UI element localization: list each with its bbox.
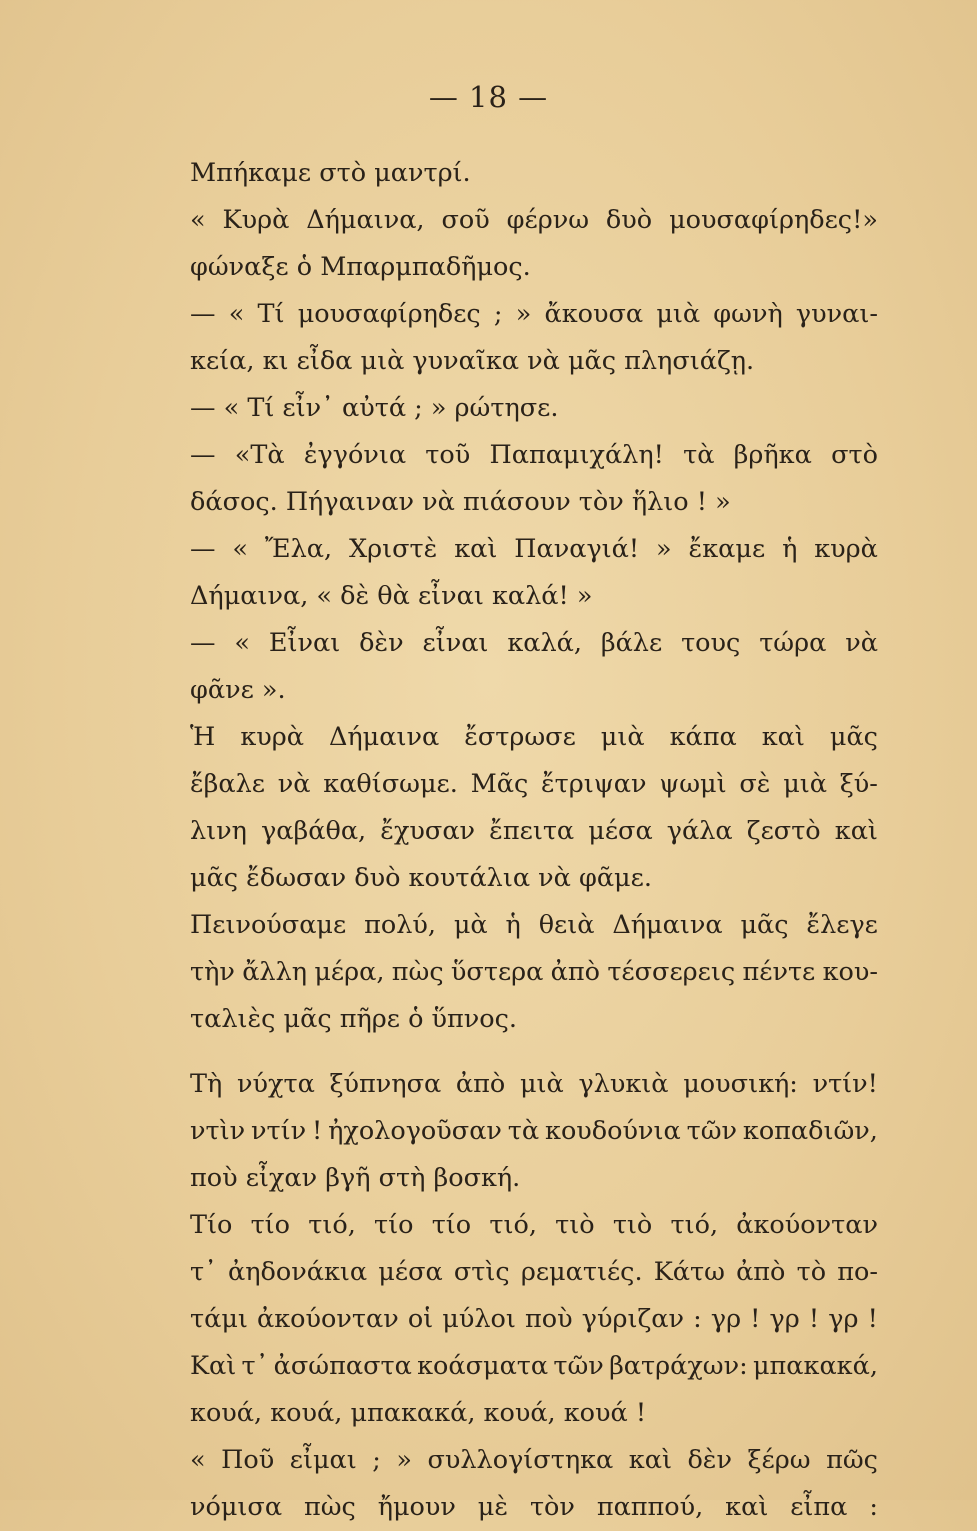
text-line: « Κυρὰ Δήμαινα, σοῦ φέρνω δυὸ μουσαφίρηδες!» xyxy=(190,205,878,235)
text-line: Τὴ νύχτα ξύπνησα ἀπὸ μιὰ γλυκιὰ μουσική: ντίν! xyxy=(190,1069,878,1099)
text-line: — « Τί μουσαφίρηδες ; » ἄκουσα μιὰ φωνὴ γυναι- xyxy=(190,299,878,329)
text-line: Ἡ κυρὰ Δήμαινα ἔστρωσε μιὰ κάπα καὶ μᾶς xyxy=(190,722,878,752)
text-line: ποὺ εἶχαν βγῆ στὴ βοσκή. xyxy=(190,1163,521,1193)
text-line: Καὶ τ᾽ ἀσώπαστα κοάσματα τῶν βατράχων: μπακακά, xyxy=(190,1351,878,1381)
page-number: — 18 — xyxy=(428,80,549,114)
text-line: — « Τί εἶν᾽ αὐτά ; » ρώτησε. xyxy=(190,393,559,423)
text-line: — «Τὰ ἐγγόνια τοῦ Παπαμιχάλη! τὰ βρῆκα στὸ xyxy=(190,440,878,470)
text-line: Πεινούσαμε πολύ, μὰ ἡ θειὰ Δήμαινα μᾶς ἔλεγε xyxy=(190,910,878,940)
text-line: « Ποῦ εἶμαι ; » συλλογίστηκα καὶ δὲν ξέρω πῶς xyxy=(190,1445,878,1475)
text-line: ἔβαλε νὰ καθίσωμε. Μᾶς ἔτριψαν ψωμὶ σὲ μιὰ ξύ- xyxy=(190,769,878,799)
text-line: δάσος. Πήγαιναν νὰ πιάσουν τὸν ἥλιο ! » xyxy=(190,487,731,517)
text-body xyxy=(190,150,878,1531)
text-line: Τίο τίο τιό, τίο τίο τιό, τιὸ τιὸ τιό, ἀκούονταν xyxy=(190,1210,878,1240)
text-line: μᾶς ἔδωσαν δυὸ κουτάλια νὰ φᾶμε. xyxy=(190,863,652,893)
text-line: φώναξε ὁ Μπαρμπαδῆμος. xyxy=(190,252,531,282)
text-line: κεία, κι εἶδα μιὰ γυναῖκα νὰ μᾶς πλησιάζῃ. xyxy=(190,346,755,376)
text-line: — « Εἶναι δὲν εἶναι καλά, βάλε τους τώρα νὰ xyxy=(190,628,878,658)
text-line: τ᾽ ἀηδονάκια μέσα στὶς ρεματιές. Κάτω ἀπὸ τὸ πο- xyxy=(190,1257,878,1287)
text-line: ντὶν ντίν ! ἠχολογοῦσαν τὰ κουδούνια τῶν κοπαδιῶν, xyxy=(190,1116,878,1146)
text-line: τάμι ἀκούονταν οἱ μύλοι ποὺ γύριζαν : γρ ! γρ ! γρ ! xyxy=(190,1304,878,1334)
text-line: Δήμαινα, « δὲ θὰ εἶναι καλά! » xyxy=(190,581,593,611)
text-line: λινη γαβάθα, ἔχυσαν ἔπειτα μέσα γάλα ζεστὸ καὶ xyxy=(190,816,878,846)
text-line: φᾶνε ». xyxy=(190,675,286,705)
text-line: κουά, κουά, μπακακά, κουά, κουά ! xyxy=(190,1398,647,1428)
text-line: — « Ἔλα, Χριστὲ καὶ Παναγιά! » ἔκαμε ἡ κυρὰ xyxy=(190,534,878,564)
text-line: ταλιὲς μᾶς πῆρε ὁ ὕπνος. xyxy=(190,1004,518,1034)
text-line: Μπήκαμε στὸ μαντρί. xyxy=(190,158,471,188)
text-line: τὴν ἄλλη μέρα, πὼς ὕστερα ἀπὸ τέσσερεις πέντε κου- xyxy=(190,957,878,987)
text-line: νόμισα πὼς ἤμουν μὲ τὸν παππού, καὶ εἶπα : xyxy=(190,1492,878,1522)
